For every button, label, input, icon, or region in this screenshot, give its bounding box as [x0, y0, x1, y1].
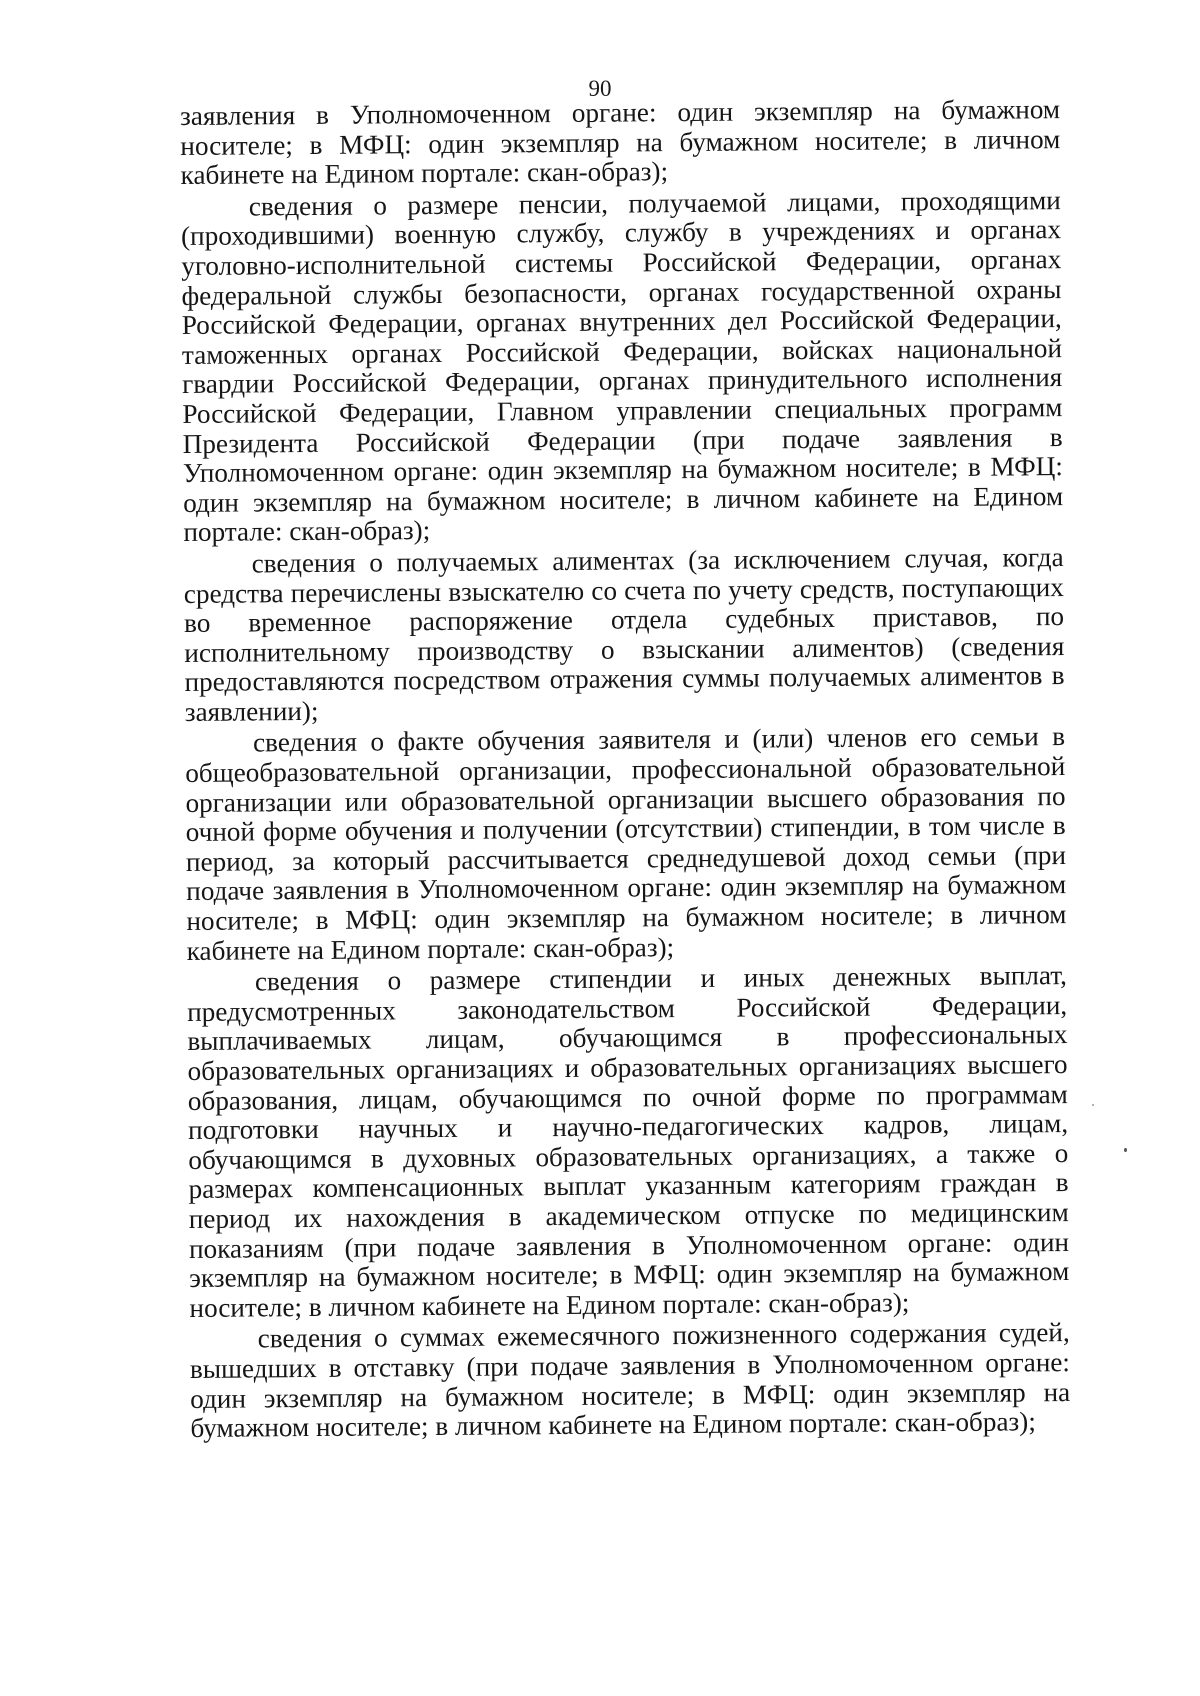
page-number: 90	[588, 76, 612, 101]
document-body	[180, 95, 1071, 1444]
paragraph-alimony-info: сведения о получаемых алиментах (за исключением случая, когда средства перечислены взыскателю со счета по учету средств, поступающих во временное распоряжение отдела судебных приставов, по исполнительному производству о взыскании алиментов) (сведения предоставляются посредством отражения суммы получаемых алиментов в заявлении);	[183, 541, 1065, 727]
paragraph-pension-info: сведения о размере пенсии, получаемой лицами, проходящими (проходившими) военную службу, службу в учреждениях и органах уголовно-исполнительной системы Российской Федерации, органах федеральной службы безопасности, органах государственной охраны Российской Федерации, органах внутренних дел Российской Федерации, таможенных органах Российской Федерации, войсках национальной гвардии Российской Федерации, органах принудительного исполнения Российской Федерации, Главном управлении специальных программ Президента Российской Федерации (при подаче заявления в Уполномоченном органе: один экземпляр на бумажном носителе; в МФЦ: один экземпляр на бумажном носителе; в личном кабинете на Едином портале: скан-образ);	[180, 184, 1064, 548]
paragraph-education-info: сведения о факте обучения заявителя и (или) членов его семьи в общеобразовательной организации, профессиональной образовательной организации или образовательной организации высшего образования по очной форме обучения и получении (отсутствии) стипендии, в том числе в период, за который рассчитывается среднедушевой доход семьи (при подаче заявления в Уполномоченном органе: один экземпляр на бумажном носителе; в МФЦ: один экземпляр на бумажном носителе; в личном кабинете на Едином портале: скан-образ);	[185, 721, 1067, 966]
paragraph-judges-allowance-info: сведения о суммах ежемесячного пожизненного содержания судей, вышедших в отставку (при подаче заявления в Уполномоченном органе: один экземпляр на бумажном носителе; в МФЦ: один экземпляр на бумажном носителе; в личном кабинете на Едином портале: скан-образ);	[189, 1317, 1071, 1444]
paragraph-stipend-info: сведения о размере стипендии и иных денежных выплат, предусмотренных законодательством Российской Федерации, выплачиваемых лицам, обучающимся в профессиональных образовательных организациях и образовательных организациях высшего образования, лицам, обучающимся по очной форме по программам подготовки научных и научно-педагогических кадров, лицам, обучающимся в духовных образовательных организациях, а также о размерах компенсационных выплат указанным категориям граждан в период их нахождения в академическом отпуске по медицинским показаниям (при подаче заявления в Уполномоченном органе: один экземпляр на бумажном носителе; в МФЦ: один экземпляр на бумажном носителе; в личном кабинете на Едином портале: скан-образ);	[187, 960, 1070, 1323]
scan-speck	[1124, 1148, 1127, 1152]
scan-speck	[1092, 1104, 1094, 1106]
paragraph-continuation: заявления в Уполномоченном органе: один экземпляр на бумажном носителе; в МФЦ: один экземпляр на бумажном носителе; в личном кабинете на Едином портале: скан-образ);	[179, 94, 1061, 191]
